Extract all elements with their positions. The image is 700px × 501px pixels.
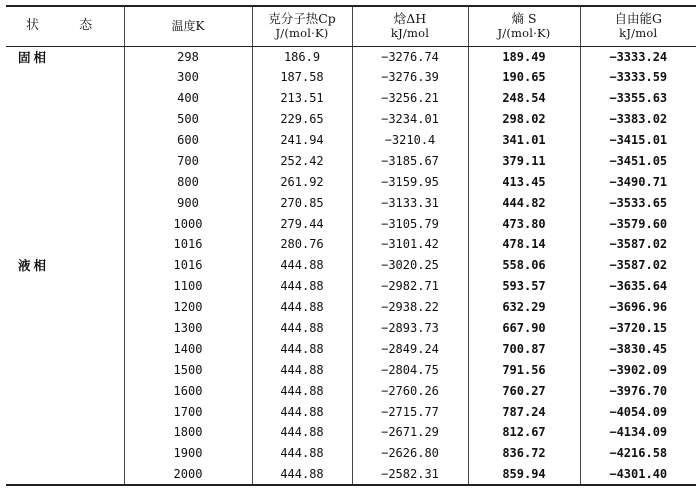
cell-temperature: 1000 [124,213,252,234]
cell-state: 液相 [18,258,50,274]
cell-enthalpy: −2582.31 [352,464,468,485]
table-row [6,318,696,339]
cell-free-energy: −3451.05 [580,150,696,171]
cell-temperature: 1200 [124,297,252,318]
table-row [6,338,696,359]
table-header [6,6,696,46]
table-row [6,109,696,130]
header-heat-capacity-title: 克分子热Cp [268,11,336,27]
cell-state [6,380,124,401]
cell-heat-capacity: 270.85 [252,192,352,213]
cell-heat-capacity: 444.88 [252,338,352,359]
cell-free-energy: −3383.02 [580,109,696,130]
cell-free-energy: −3587.02 [580,255,696,276]
cell-heat-capacity: 280.76 [252,234,352,255]
cell-temperature: 500 [124,109,252,130]
cell-heat-capacity: 444.88 [252,443,352,464]
cell-free-energy: −3333.24 [580,46,696,67]
cell-free-energy: −3415.01 [580,130,696,151]
cell-free-energy: −4134.09 [580,422,696,443]
header-entropy-unit: J/(mol·K) [497,26,551,41]
table-row [6,422,696,443]
cell-entropy: 632.29 [468,297,580,318]
header-enthalpy-unit: kJ/mol [390,26,430,41]
cell-heat-capacity: 444.88 [252,297,352,318]
cell-entropy: 298.02 [468,109,580,130]
cell-state [6,171,124,192]
cell-enthalpy: −2715.77 [352,401,468,422]
cell-free-energy: −4216.58 [580,443,696,464]
cell-entropy: 700.87 [468,338,580,359]
cell-temperature: 900 [124,192,252,213]
cell-state [6,464,124,485]
cell-temperature: 1300 [124,318,252,339]
cell-entropy: 667.90 [468,318,580,339]
table-row [6,380,696,401]
cell-state [6,401,124,422]
cell-entropy: 190.65 [468,67,580,88]
cell-enthalpy: −3276.39 [352,67,468,88]
cell-enthalpy: −3133.31 [352,192,468,213]
cell-heat-capacity: 279.44 [252,213,352,234]
cell-temperature: 1016 [124,234,252,255]
cell-enthalpy: −3105.79 [352,213,468,234]
header-state: 状 态 [6,6,124,46]
cell-enthalpy: −3101.42 [352,234,468,255]
cell-heat-capacity: 444.88 [252,422,352,443]
cell-free-energy: −4054.09 [580,401,696,422]
cell-temperature: 300 [124,67,252,88]
cell-state [6,213,124,234]
cell-temperature: 600 [124,130,252,151]
cell-heat-capacity: 444.88 [252,276,352,297]
table-row [6,213,696,234]
cell-temperature: 1100 [124,276,252,297]
cell-free-energy: −3696.96 [580,297,696,318]
table-row [6,150,696,171]
cell-free-energy: −3579.60 [580,213,696,234]
header-heat-capacity-unit: J/(mol·K) [275,26,329,41]
table-row [6,359,696,380]
cell-entropy: 593.57 [468,276,580,297]
cell-entropy: 478.14 [468,234,580,255]
cell-enthalpy: −2804.75 [352,359,468,380]
cell-free-energy: −3490.71 [580,171,696,192]
header-heat-capacity [252,6,352,46]
header-entropy [468,6,580,46]
header-row [6,6,696,46]
cell-free-energy: −3355.63 [580,88,696,109]
cell-free-energy: −3720.15 [580,318,696,339]
table-row [6,443,696,464]
cell-state [6,359,124,380]
table-row [6,67,696,88]
cell-entropy: 413.45 [468,171,580,192]
cell-temperature: 1600 [124,380,252,401]
cell-free-energy: −3333.59 [580,67,696,88]
header-free-energy-title: 自由能G [614,11,662,27]
cell-state [6,150,124,171]
cell-heat-capacity: 444.88 [252,401,352,422]
cell-heat-capacity: 261.92 [252,171,352,192]
cell-entropy: 558.06 [468,255,580,276]
cell-enthalpy: −3234.01 [352,109,468,130]
cell-free-energy: −3533.65 [580,192,696,213]
cell-enthalpy: −2671.29 [352,422,468,443]
cell-heat-capacity: 252.42 [252,150,352,171]
header-free-energy-unit: kJ/mol [619,26,658,41]
table-body [6,46,696,485]
cell-temperature: 1400 [124,338,252,359]
cell-enthalpy: −3020.25 [352,255,468,276]
cell-heat-capacity: 186.9 [252,46,352,67]
table-row [6,130,696,151]
cell-entropy: 859.94 [468,464,580,485]
cell-temperature: 400 [124,88,252,109]
cell-free-energy: −4301.40 [580,464,696,485]
cell-entropy: 473.80 [468,213,580,234]
cell-free-energy: −3830.45 [580,338,696,359]
cell-heat-capacity: 444.88 [252,318,352,339]
cell-heat-capacity: 213.51 [252,88,352,109]
cell-state [6,443,124,464]
cell-free-energy: −3902.09 [580,359,696,380]
cell-state [6,276,124,297]
header-temperature: 温度K [124,6,252,46]
cell-temperature: 1800 [124,422,252,443]
cell-state [6,297,124,318]
table-row [6,401,696,422]
cell-enthalpy: −2938.22 [352,297,468,318]
cell-heat-capacity: 241.94 [252,130,352,151]
thermo-data-table [6,5,696,486]
table-row [6,297,696,318]
cell-entropy: 812.67 [468,422,580,443]
table-row [6,88,696,109]
cell-heat-capacity: 229.65 [252,109,352,130]
cell-heat-capacity: 444.88 [252,359,352,380]
cell-state [6,422,124,443]
cell-free-energy: −3587.02 [580,234,696,255]
cell-temperature: 2000 [124,464,252,485]
cell-entropy: 341.01 [468,130,580,151]
table-row [6,171,696,192]
header-enthalpy [352,6,468,46]
cell-state [6,109,124,130]
cell-temperature: 1016 [124,255,252,276]
cell-entropy: 791.56 [468,359,580,380]
cell-state [6,67,124,88]
table-row [6,276,696,297]
header-free-energy [580,6,696,46]
cell-state [6,318,124,339]
cell-temperature: 1500 [124,359,252,380]
cell-temperature: 800 [124,171,252,192]
cell-heat-capacity: 444.88 [252,255,352,276]
cell-enthalpy: −3159.95 [352,171,468,192]
table-row [6,234,696,255]
cell-enthalpy: −2849.24 [352,338,468,359]
cell-heat-capacity: 444.88 [252,380,352,401]
cell-free-energy: −3976.70 [580,380,696,401]
cell-enthalpy: −2760.26 [352,380,468,401]
cell-state: 固相 [18,49,50,65]
cell-entropy: 444.82 [468,192,580,213]
cell-enthalpy: −3276.74 [352,46,468,67]
cell-enthalpy: −3210.4 [352,130,468,151]
cell-state [6,88,124,109]
table-row [6,192,696,213]
cell-temperature: 700 [124,150,252,171]
header-entropy-title: 熵 S [511,11,537,27]
cell-temperature: 1900 [124,443,252,464]
cell-heat-capacity: 187.58 [252,67,352,88]
cell-heat-capacity: 444.88 [252,464,352,485]
cell-entropy: 787.24 [468,401,580,422]
cell-state [6,192,124,213]
table-row [6,464,696,485]
cell-entropy: 379.11 [468,150,580,171]
cell-enthalpy: −2626.80 [352,443,468,464]
cell-state [6,338,124,359]
cell-enthalpy: −3185.67 [352,150,468,171]
table-row [6,46,696,67]
cell-entropy: 189.49 [468,46,580,67]
cell-free-energy: −3635.64 [580,276,696,297]
cell-temperature: 298 [124,46,252,67]
cell-temperature: 1700 [124,401,252,422]
table-row [6,255,696,276]
cell-entropy: 836.72 [468,443,580,464]
header-enthalpy-title: 焓ΔH [393,11,427,27]
cell-entropy: 760.27 [468,380,580,401]
cell-state [6,130,124,151]
cell-enthalpy: −2893.73 [352,318,468,339]
cell-state [6,234,124,255]
cell-entropy: 248.54 [468,88,580,109]
cell-enthalpy: −2982.71 [352,276,468,297]
cell-enthalpy: −3256.21 [352,88,468,109]
